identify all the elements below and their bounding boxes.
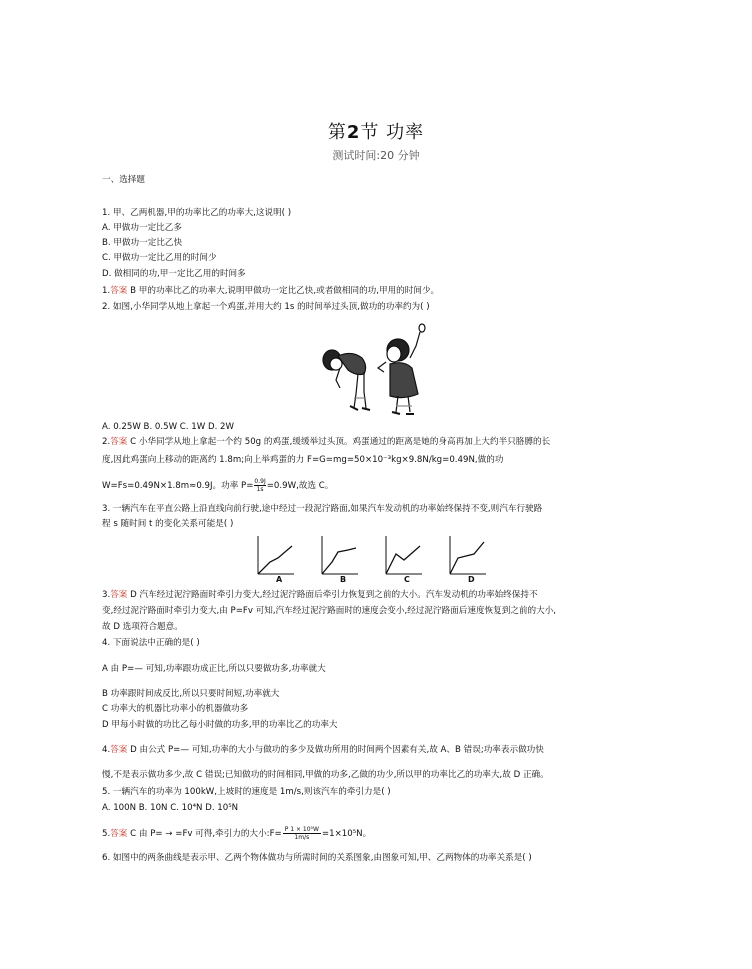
graph-b-label: B <box>340 575 347 584</box>
graph-c <box>386 536 422 574</box>
q2-fraction-numerator: 0.9J <box>254 478 266 485</box>
q1-option-b: B. 甲做功一定比乙快 <box>102 238 183 248</box>
q1-option-a: A. 甲做功一定比乙多 <box>102 223 182 233</box>
q6-stem: 6. 如图中的两条曲线是表示甲、乙两个物体做功与所需时间的关系图象,由图象可知,甲、乙两物体的功率关系是( ) <box>102 853 532 863</box>
q5-answer-tag: 答案 <box>110 829 128 839</box>
q4-option-a: A 由 P=— 可知,功率跟功成正比,所以只要做功多,功率就大 <box>102 664 326 674</box>
q2-options: A. 0.25W B. 0.5W C. 1W D. 2W <box>102 422 235 432</box>
q1-stem: 1. 甲、乙两机器,甲的功率比乙的功率大,这说明( ) <box>102 208 292 218</box>
q5-stem: 5. 一辆汽车的功率为 100kW,上坡时的速度是 1m/s,则该汽车的牵引力是( ) <box>102 787 391 797</box>
q2-answer-number: 2. <box>102 437 111 447</box>
q4-stem: 4. 下面说法中正确的是( ) <box>102 638 200 648</box>
q5-answer-number: 5. <box>102 829 111 839</box>
q1-answer <box>102 285 439 297</box>
graph-c-label: C <box>404 575 410 584</box>
q4-answer-tag: 答案 <box>110 745 128 755</box>
q3-answer-text-1: D 汽车经过泥泞路面时牵引力变大,经过泥泞路面后牵引力恢复到之前的大小。汽车发动机的功率始终保持不 <box>127 590 538 600</box>
graph-b <box>322 536 358 574</box>
q3-answer-number: 3. <box>102 590 111 600</box>
q1-answer-number: 1. <box>102 286 111 296</box>
q4-option-c: C 功率大的机器比功率小的机器做功多 <box>102 704 249 714</box>
q2-answer-text-1: C 小华同学从地上拿起一个约 50g 的鸡蛋,缓缓举过头顶。鸡蛋通过的距离是她的身高再加上大约半只胳膊的长 <box>127 437 551 447</box>
graph-a-label: A <box>276 575 283 584</box>
q1-option-c: C. 甲做功一定比乙用的时间少 <box>102 253 217 263</box>
q5-answer-text-a: C 由 P= → =Fv 可得,牵引力的大小:F= <box>127 829 282 839</box>
title-suffix: 节 功率 <box>360 122 425 143</box>
girl-lifting-egg-illustration <box>318 322 438 420</box>
q3-answer-tag: 答案 <box>110 590 128 600</box>
q2-answer-tag: 答案 <box>110 437 128 447</box>
q2-answer-text-3a: W=Fs=0.49N×1.8m≈0.9J。功率 P= <box>102 481 254 491</box>
title-number: 2 <box>346 122 361 143</box>
q2-answer-line3 <box>102 478 333 493</box>
q1-answer-tag: 答案 <box>110 286 128 296</box>
q4-option-b: B 功率跟时间成反比,所以只要时间短,功率就大 <box>102 689 280 699</box>
q3-answer-line2: 变,经过泥泞路面时牵引力变大,由 P=Fv 可知,汽车经过泥泞路面时的速度会变小,经过泥泞路面后速度恢复到之前的大小, <box>102 606 557 616</box>
q5-force-fraction <box>283 826 321 841</box>
q4-answer-number: 4. <box>102 745 111 755</box>
q2-answer-text-3b: =0.9W,故选 C。 <box>266 481 334 491</box>
q2-stem: 2. 如图,小华同学从地上拿起一个鸡蛋,并用大约 1s 的时间举过头顶,做功的功率约为( ) <box>102 302 430 312</box>
title-prefix: 第 <box>327 122 347 143</box>
q1-answer-text: B 甲的功率比乙的功率大,说明甲做功一定比乙快,或者做相同的功,甲用的时间少。 <box>127 286 440 296</box>
q4-answer-line1 <box>102 744 544 756</box>
q1-option-d: D. 做相同的功,甲一定比乙用的时间多 <box>102 269 246 279</box>
graph-d <box>450 536 486 574</box>
section-heading: 一、选择题 <box>102 175 145 185</box>
q3-stem-line2: 程 s 随时间 t 的变化关系可能是( ) <box>102 519 234 529</box>
q3-answer-line3: 故 D 选项符合题意。 <box>102 622 183 632</box>
graph-a <box>258 536 294 574</box>
page-title <box>0 118 752 144</box>
q5-answer <box>102 826 371 841</box>
q4-answer-text-1: D 由公式 P=— 可知,功率的大小与做功的多少及做功所用的时间两个因素有关,故 A、B 错误;功率表示做功快 <box>127 745 544 755</box>
q3-answer-line1 <box>102 589 538 601</box>
q5-fraction-numerator: P 1 × 10⁵W <box>284 826 319 833</box>
q2-answer-line2: 度,因此鸡蛋向上移动的距离约 1.8m;向上举鸡蛋的力 F=G=mg=50×10⁻³kg×9.8N/kg=0.49N,做的功 <box>102 455 504 465</box>
q2-fraction-denominator: 1s <box>256 486 264 493</box>
q5-answer-text-b: =1×10⁵N。 <box>321 829 372 839</box>
q3-s-t-graphs <box>252 530 500 584</box>
q5-options: A. 100N B. 10N C. 10⁴N D. 10⁵N <box>102 803 239 813</box>
test-duration: 测试时间:20 分钟 <box>332 149 420 162</box>
q4-option-d: D 甲每小时做的功比乙每小时做的功多,甲的功率比乙的功率大 <box>102 720 338 730</box>
q5-fraction-denominator: 1m/s <box>294 834 310 841</box>
q2-power-fraction <box>254 478 265 493</box>
q2-answer-line1 <box>102 436 550 448</box>
q4-answer-line2: 慢,不是表示做功多少,故 C 错误;已知做功的时间相同,甲做的功多,乙做的功少,所以甲的功率比乙的功率大,故 D 正确。 <box>102 770 549 780</box>
q3-stem-line1: 3. 一辆汽车在平直公路上沿直线向前行驶,途中经过一段泥泞路面,如果汽车发动机的功率始终保持不变,则汽车行驶路 <box>102 504 543 514</box>
graph-d-label: D <box>468 575 475 584</box>
